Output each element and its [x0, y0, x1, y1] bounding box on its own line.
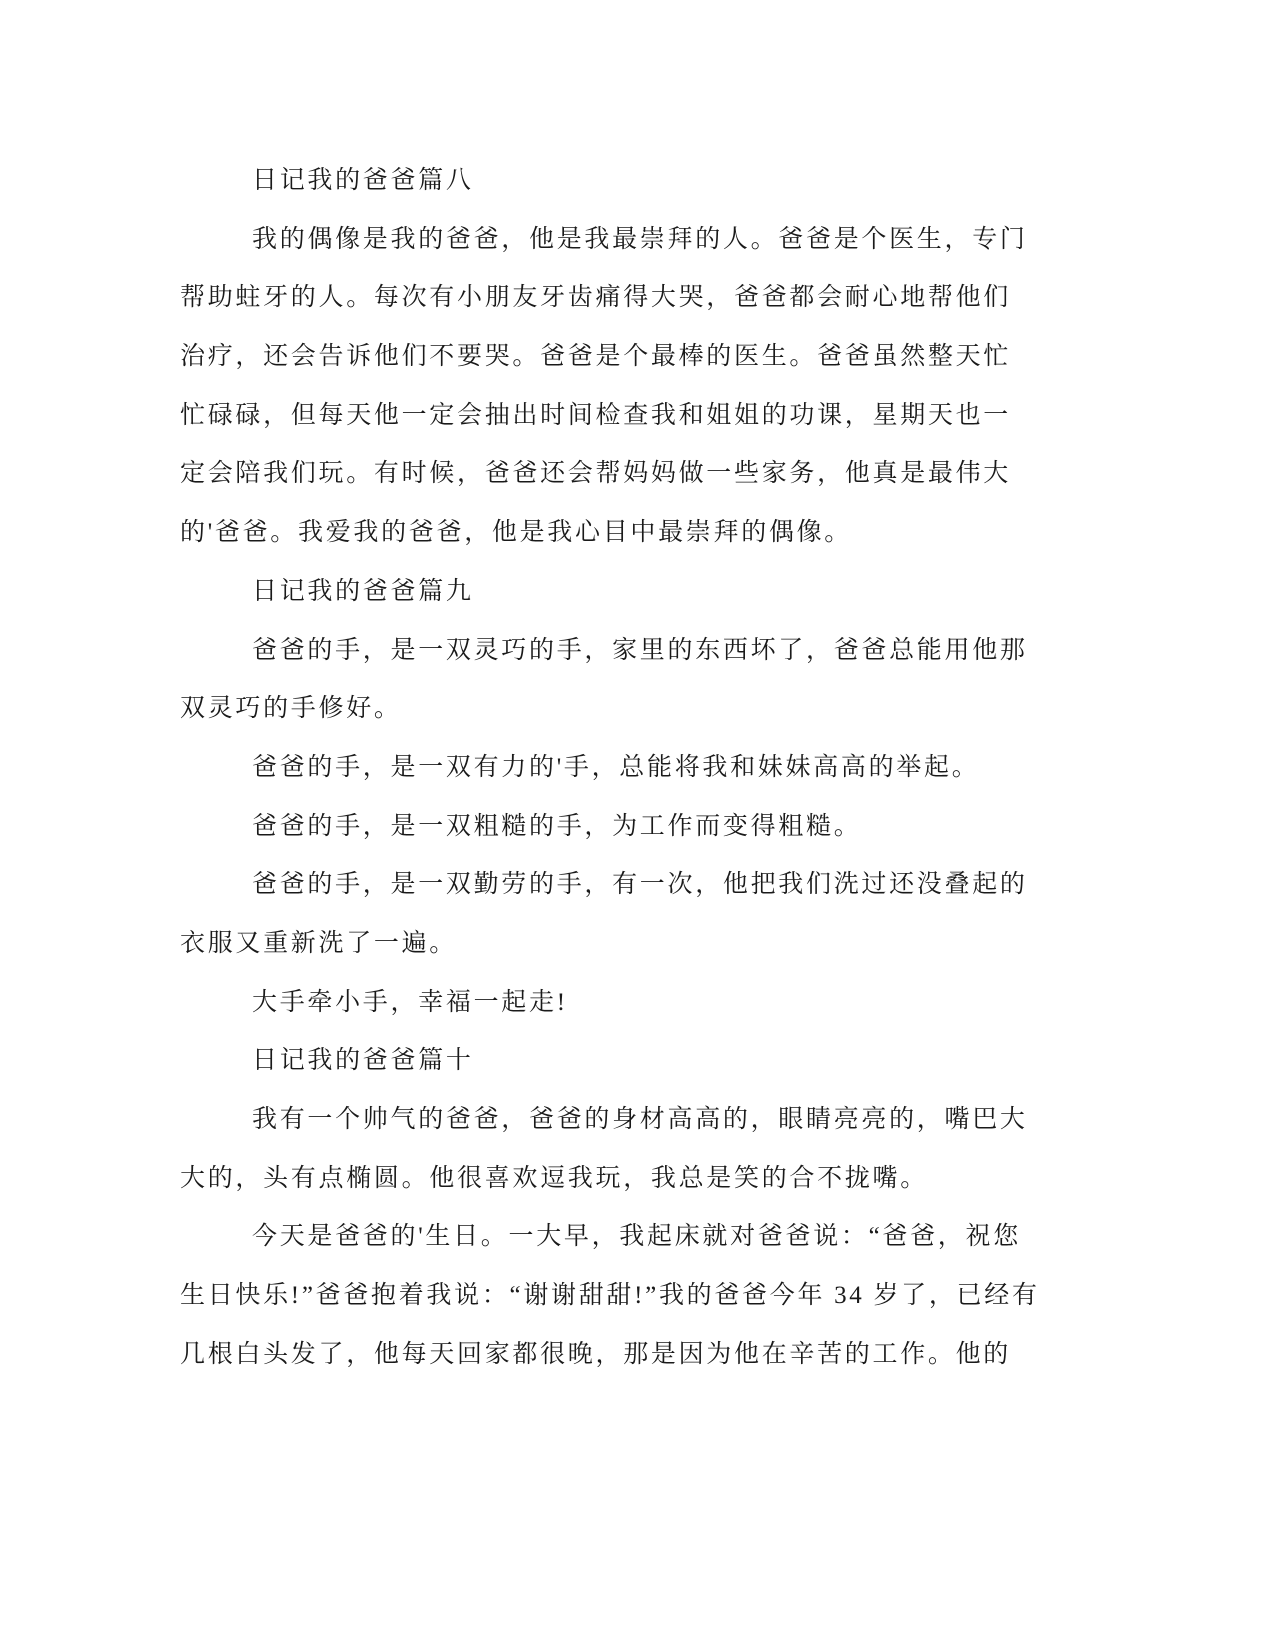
paragraph [180, 739, 1040, 798]
paragraph [180, 1091, 1040, 1208]
paragraph-line: 治疗，还会告诉他们不要哭。爸爸是个最棒的医生。爸爸虽然整天忙 [180, 343, 1012, 371]
paragraph-line: 定会陪我们玩。有时候，爸爸还会帮妈妈做一些家务，他真是最伟大 [180, 460, 1012, 488]
paragraph [180, 974, 1040, 1033]
heading-line: 日记我的爸爸篇九 [252, 577, 474, 605]
paragraph-line: 我有一个帅气的爸爸，爸爸的身材高高的，眼睛亮亮的，嘴巴大 [252, 1106, 1028, 1133]
paragraph [180, 798, 1040, 857]
section-heading [180, 1032, 1040, 1091]
heading-line: 日记我的爸爸篇十 [252, 1047, 474, 1075]
paragraph-line: 今天是爸爸的'生日。一大早，我起床就对爸爸说：“爸爸，祝您 [252, 1223, 1021, 1251]
paragraph-line: 帮助蛀牙的人。每次有小朋友牙齿痛得大哭，爸爸都会耐心地帮他们 [180, 284, 1012, 312]
paragraph-line: 几根白头发了，他每天回家都很晚，那是因为他在辛苦的工作。他的 [180, 1340, 1012, 1368]
paragraph [180, 211, 1040, 563]
paragraph-line: 大的，头有点椭圆。他很喜欢逗我玩，我总是笑的合不拢嘴。 [180, 1164, 928, 1192]
paragraph-line: 双灵巧的手修好。 [180, 695, 402, 723]
section-heading [180, 152, 1040, 211]
paragraph-line: 爸爸的手，是一双粗糙的手，为工作而变得粗糙。 [252, 812, 862, 840]
paragraph-line: 我的偶像是我的爸爸，他是我最崇拜的人。爸爸是个医生，专门 [252, 225, 1028, 253]
paragraph [180, 622, 1040, 739]
paragraph-line: 忙碌碌，但每天他一定会抽出时间检查我和姐姐的功课，星期天也一 [180, 401, 1012, 429]
paragraph [180, 1208, 1040, 1384]
paragraph [180, 856, 1040, 973]
section-heading [180, 563, 1040, 622]
paragraph-line: 大手牵小手，幸福一起走! [252, 988, 568, 1016]
paragraph-line: 生日快乐!”爸爸抱着我说：“谢谢甜甜!”我的爸爸今年 34 岁了，已经有 [180, 1282, 1040, 1310]
document-page [180, 152, 1040, 1384]
paragraph-line: 爸爸的手，是一双灵巧的手，家里的东西坏了，爸爸总能用他那 [252, 636, 1028, 664]
paragraph-line: 的'爸爸。我爱我的爸爸，他是我心目中最崇拜的偶像。 [180, 519, 853, 547]
paragraph-line: 爸爸的手，是一双有力的'手，总能将我和妹妹高高的举起。 [252, 753, 980, 781]
heading-line: 日记我的爸爸篇八 [252, 167, 474, 194]
paragraph-line: 爸爸的手，是一双勤劳的手，有一次，他把我们洗过还没叠起的 [252, 871, 1028, 899]
paragraph-line: 衣服又重新洗了一遍。 [180, 929, 458, 957]
